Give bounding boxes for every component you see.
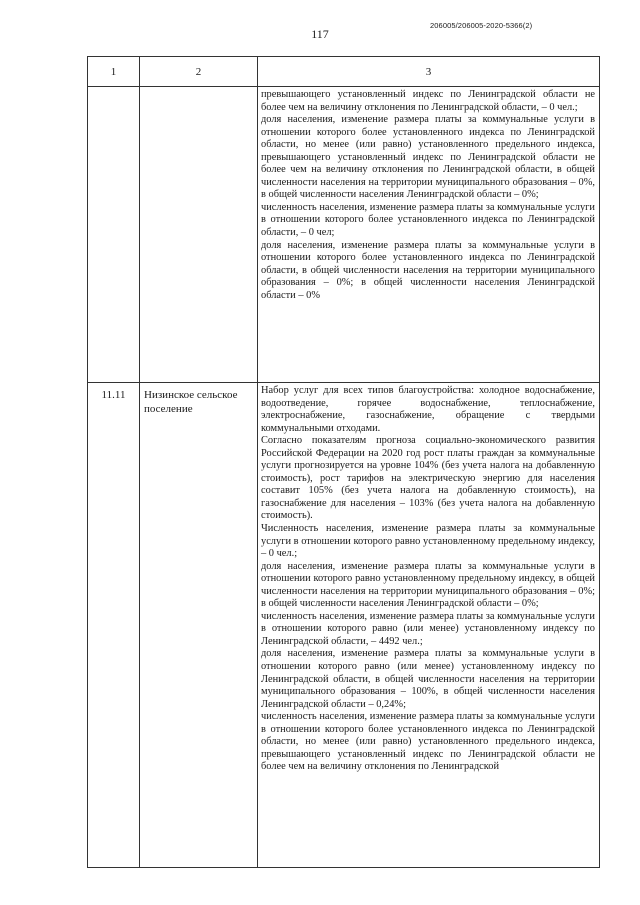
- paragraph: доля населения, изменение размера платы за коммунальные услуги в отношении которого более установленного индекса по Ленинградской области, но менее (или равно) установленного предельного индекса, превышающего установленный индекс по Ленинградской области не более чем на величину отклонения по Ленинградской области, в общей численности населения на территории муниципального образования – 0%, в общей численности населения Ленинградской области – 0%;: [261, 114, 595, 201]
- paragraph: Численность населения, изменение размера платы за коммунальные услуги в отношении которого равно установленному предельному индексу, – 0 чел.;: [261, 523, 595, 560]
- table-row-continued: [88, 87, 600, 383]
- municipality-name-cell: Низинское сельское поселение: [140, 383, 258, 868]
- paragraph: превышающего установленный индекс по Ленинградской области не более чем на величину отклонения по Ленинградской области, – 0 чел.;: [261, 89, 595, 113]
- table-header-row: [88, 57, 600, 87]
- paragraph: доля населения, изменение размера платы за коммунальные услуги в отношении которого более установленного индекса по Ленинградской области, в общей численности населения на территории муниципального образования – 0%; в общей численности населения Ленинградской области – 0%: [261, 239, 595, 301]
- document-table: [87, 56, 600, 868]
- document-id: 206005/206005-2020-5366(2): [430, 21, 533, 30]
- paragraph: численность населения, изменение размера платы за коммунальные услуги в отношении которого более установленного индекса по Ленинградской области, но менее (или равно) установленного предельного индекса, превышающего установленный индекс по Ленинградской области не более чем на величину отклонения по Ленинградской: [261, 711, 595, 773]
- column-header-1: 1: [88, 57, 140, 87]
- table-row-11-11: [88, 383, 600, 868]
- column-header-2: 2: [140, 57, 258, 87]
- paragraph: Набор услуг для всех типов благоустройства: холодное водоснабжение, водоотведение, горячее водоснабжение, теплоснабжение, электроснабжение, газоснабжение, обращение с твердыми коммунальными отходами.: [261, 385, 595, 434]
- municipality-name-cell: [140, 87, 258, 383]
- paragraph: доля населения, изменение размера платы за коммунальные услуги в отношении которого равно (или менее) установленному индексу по Ленинградской области, в общей численности населения на территории муниципального образования – 100%, в общей численности населения Ленинградской области – 0,24%;: [261, 648, 595, 710]
- paragraph: Согласно показателям прогноза социально-экономического развития Российской Федерации на 2020 год рост платы граждан за коммунальные услуги прогнозируется на уровне 104% (без учета налога на добавленную стоимость), рост тарифов на электрическую энергию для населения составит 105% (без учета налога на добавленную стоимость), на газоснабжение для населения – 103% (без учета налога на добавленную стоимость).: [261, 435, 595, 522]
- description-cell: [258, 383, 600, 868]
- paragraph: доля населения, изменение размера платы за коммунальные услуги в отношении которого равно установленному предельному индексу, в общей численности населения на территории муниципального образования – 0%; в общей численности населения Ленинградской области – 0%;: [261, 560, 595, 610]
- paragraph: численность населения, изменение размера платы за коммунальные услуги в отношении которого более установленного индекса по Ленинградской области, – 0 чел;: [261, 201, 595, 239]
- paragraph: численность населения, изменение размера платы за коммунальные услуги в отношении которого равно (или менее) установленному индексу по Ленинградской области, – 4492 чел.;: [261, 610, 595, 647]
- page-number: 117: [311, 27, 329, 41]
- column-header-3: 3: [258, 57, 600, 87]
- row-number-cell: [88, 87, 140, 383]
- description-cell: [258, 87, 600, 383]
- row-number-cell: 11.11: [88, 383, 140, 868]
